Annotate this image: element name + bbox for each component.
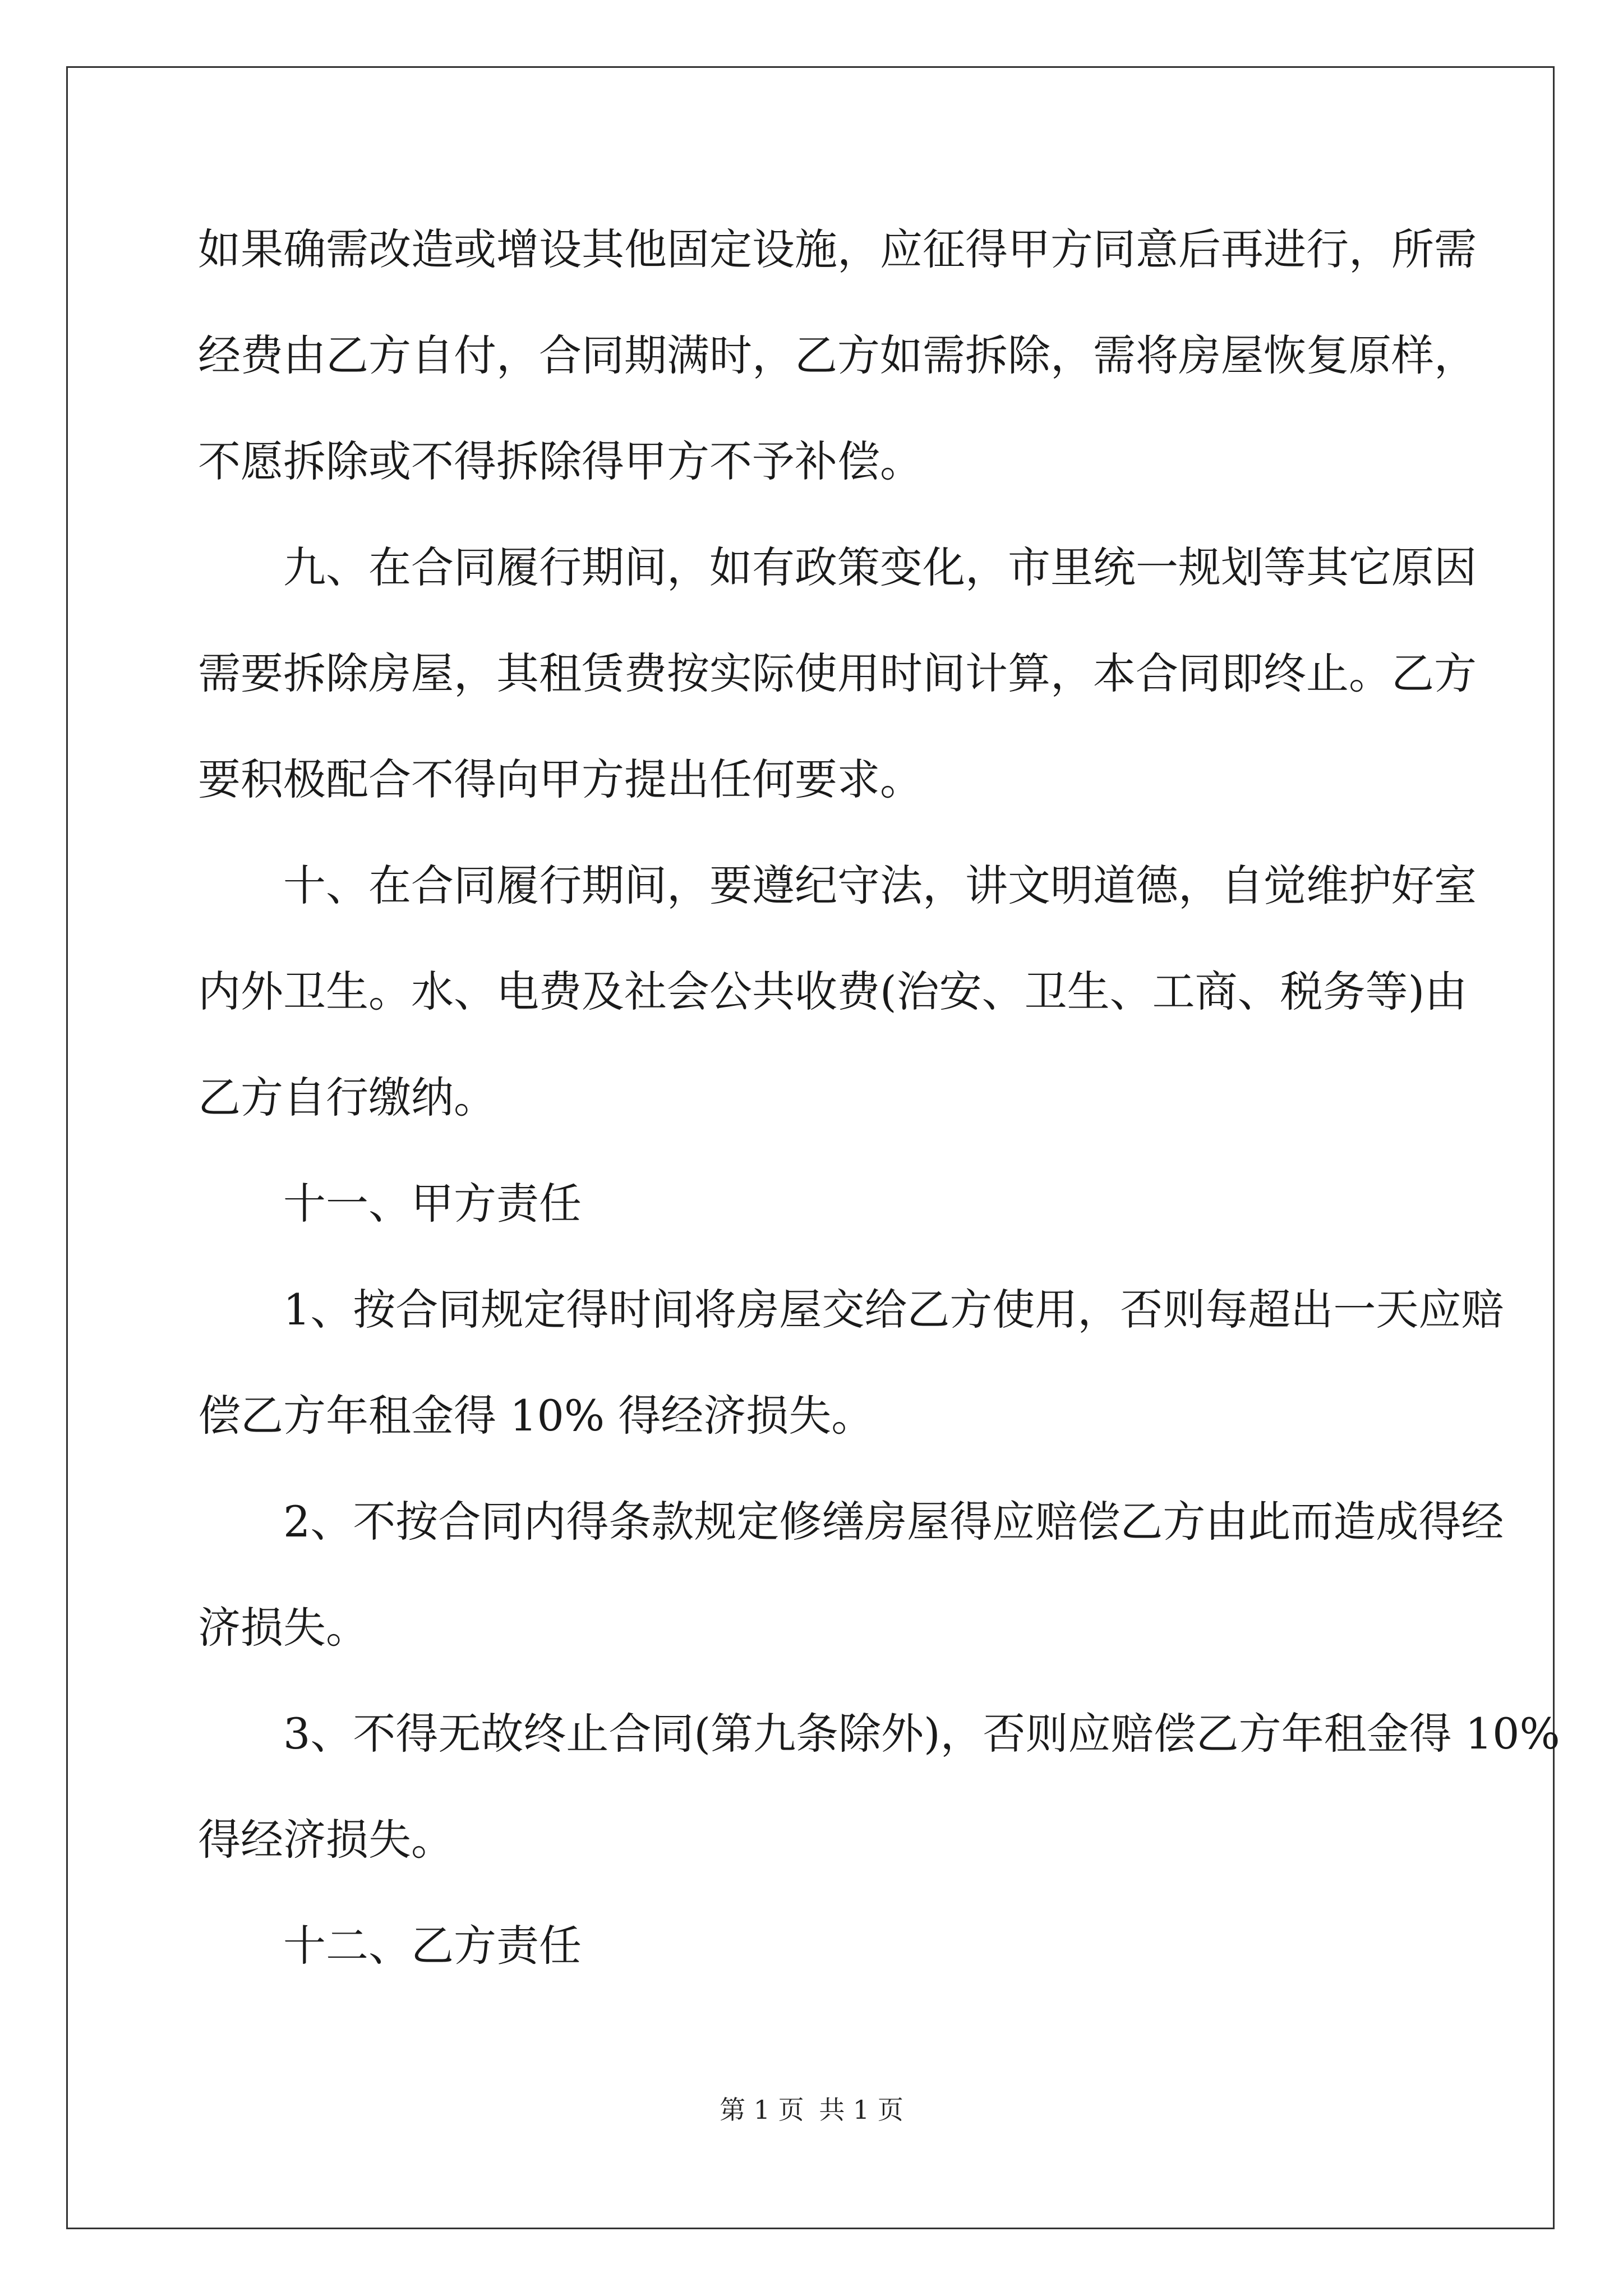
- text-line: 济损失。: [198, 1603, 368, 1653]
- page-total: 共 1 页: [819, 2095, 903, 2125]
- page-footer: [0, 2090, 1623, 2127]
- clause-heading-line: 十、在合同履行期间，要遵纪守法，讲文明道德，自觉维护好室: [283, 861, 1477, 910]
- text-line: 需要拆除房屋，其租赁费按实际使用时间计算，本合同即终止。乙方: [198, 648, 1477, 698]
- item-line: 2、不按合同内得条款规定修缮房屋得应赔偿乙方由此而造成得经: [283, 1497, 1504, 1547]
- text-line: 不愿拆除或不得拆除得甲方不予补偿。: [198, 436, 923, 486]
- section-heading: 十一、甲方责任: [283, 1179, 582, 1228]
- document-body: [198, 196, 1560, 1999]
- section-heading: 十二、乙方责任: [283, 1921, 582, 1971]
- clause-heading-line: 九、在合同履行期间，如有政策变化，市里统一规划等其它原因: [283, 542, 1477, 592]
- text-line: 得经济损失。: [198, 1815, 454, 1865]
- item-line: 3、不得无故终止合同(第九条除外)，否则应赔偿乙方年租金得 10%: [283, 1709, 1560, 1759]
- text-line: 要积极配合不得向甲方提出任何要求。: [198, 754, 923, 804]
- text-line: 经费由乙方自付，合同期满时，乙方如需拆除，需将房屋恢复原样，: [198, 330, 1477, 380]
- text-line: 乙方自行缴纳。: [198, 1073, 496, 1122]
- text-line: 如果确需改造或增设其他固定设施，应征得甲方同意后再进行，所需: [198, 224, 1477, 274]
- text-line: 内外卫生。水、电费及社会公共收费(治安、卫生、工商、税务等)由: [198, 967, 1468, 1016]
- text-line: 偿乙方年租金得 10% 得经济损失。: [198, 1391, 874, 1441]
- page-number: 第 1 页: [720, 2095, 804, 2125]
- item-line: 1、按合同规定得时间将房屋交给乙方使用，否则每超出一天应赔: [283, 1285, 1504, 1335]
